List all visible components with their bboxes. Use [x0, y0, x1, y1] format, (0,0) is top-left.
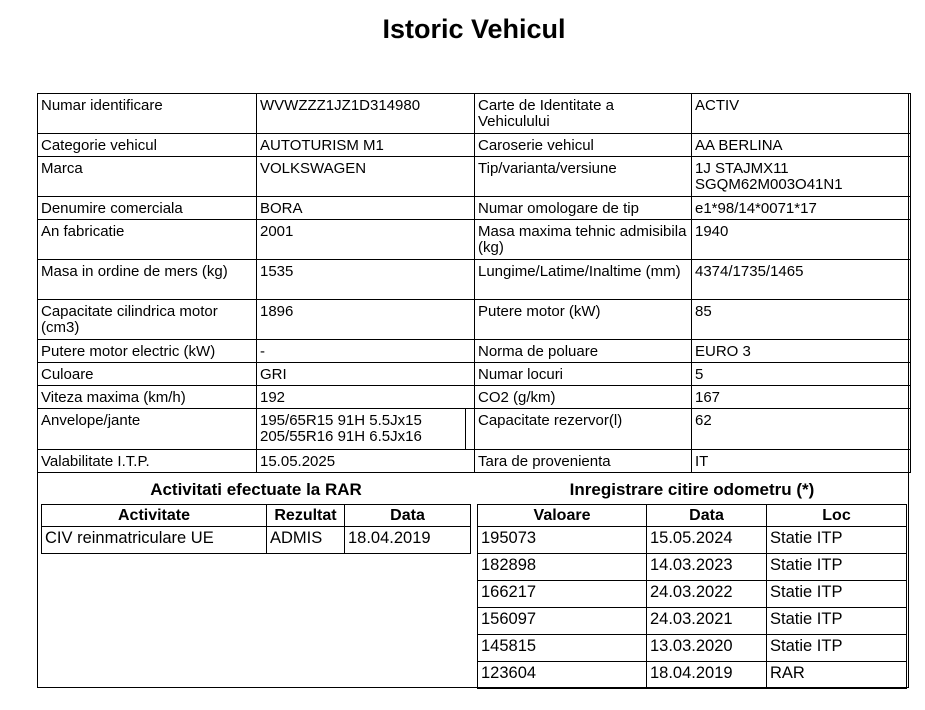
activity-header: Activitate — [41, 504, 267, 527]
page-title: Istoric Vehicul — [382, 14, 566, 44]
field-label-left: Viteza maxima (km/h) — [37, 385, 257, 409]
odometer-header: Data — [646, 504, 767, 527]
field-value-right: 62 — [691, 408, 911, 450]
activities-title: Activitati efectuate la RAR — [150, 480, 362, 499]
field-label-left: Masa in ordine de mers (kg) — [37, 259, 257, 300]
odometer-title: Inregistrare citire odometru (*) — [569, 480, 815, 499]
odometer-cell: Statie ITP — [766, 526, 907, 554]
activity-header: Rezultat — [266, 504, 345, 527]
field-value-right: EURO 3 — [691, 339, 911, 363]
field-value-right: 4374/1735/1465 — [691, 259, 911, 300]
field-label-left: Marca — [37, 156, 257, 197]
odometer-cell: 166217 — [477, 580, 647, 608]
odometer-header: Valoare — [477, 504, 647, 527]
field-value-left: 1535 — [256, 259, 475, 300]
odometer-cell: Statie ITP — [766, 580, 907, 608]
odometer-cell: 14.03.2023 — [646, 553, 767, 581]
field-label-right: Lungime/Latime/Inaltime (mm) — [474, 259, 692, 300]
odometer-cell: 123604 — [477, 661, 647, 689]
field-value-right: 1J STAJMX11 SGQM62M003O41N1 — [691, 156, 911, 197]
odometer-cell: 182898 — [477, 553, 647, 581]
activity-cell: 18.04.2019 — [344, 526, 471, 554]
field-label-left: Culoare — [37, 362, 257, 386]
field-label-right: Norma de poluare — [474, 339, 692, 363]
field-label-left: Numar identificare — [37, 93, 257, 134]
field-value-left: 15.05.2025 — [256, 449, 475, 473]
field-label-left: Capacitate cilindrica motor (cm3) — [37, 299, 257, 340]
odometer-cell: 24.03.2022 — [646, 580, 767, 608]
field-value-left: 1896 — [256, 299, 475, 340]
odometer-cell: Statie ITP — [766, 634, 907, 662]
field-value-right: e1*98/14*0071*17 — [691, 196, 911, 220]
activity-header: Data — [344, 504, 471, 527]
field-label-right: Putere motor (kW) — [474, 299, 692, 340]
field-label-right: Numar omologare de tip — [474, 196, 692, 220]
field-label-right: Tara de provenienta — [474, 449, 692, 473]
odometer-header: Loc — [766, 504, 907, 527]
field-label-right: CO2 (g/km) — [474, 385, 692, 409]
activity-cell: ADMIS — [266, 526, 345, 554]
field-value-right: 167 — [691, 385, 911, 409]
field-value-right: AA BERLINA — [691, 133, 911, 157]
field-value-left: BORA — [256, 196, 475, 220]
odometer-cell: 18.04.2019 — [646, 661, 767, 689]
odometer-cell: 195073 — [477, 526, 647, 554]
odometer-cell: 145815 — [477, 634, 647, 662]
odometer-cell: 13.03.2020 — [646, 634, 767, 662]
odometer-cell: 15.05.2024 — [646, 526, 767, 554]
activity-cell: CIV reinmatriculare UE — [41, 526, 267, 554]
odometer-cell: RAR — [766, 661, 907, 689]
odometer-cell: Statie ITP — [766, 553, 907, 581]
odometer-cell: 24.03.2021 — [646, 607, 767, 635]
field-value-left: 2001 — [256, 219, 475, 260]
field-label-right: Tip/varianta/versiune — [474, 156, 692, 197]
field-value-left: WVWZZZ1JZ1D314980 — [256, 93, 475, 134]
field-label-right: Caroserie vehicul — [474, 133, 692, 157]
field-value-left: GRI — [256, 362, 475, 386]
field-value-right: 1940 — [691, 219, 911, 260]
field-value-left: VOLKSWAGEN — [256, 156, 475, 197]
field-label-right: Carte de Identitate a Vehiculului — [474, 93, 692, 134]
field-label-right: Masa maxima tehnic admisibila (kg) — [474, 219, 692, 260]
field-value-right: 5 — [691, 362, 911, 386]
field-value-right: 85 — [691, 299, 911, 340]
field-label-right: Capacitate rezervor(l) — [474, 408, 692, 450]
field-value-left: 192 — [256, 385, 475, 409]
field-value-right: IT — [691, 449, 911, 473]
field-label-left: Denumire comerciala — [37, 196, 257, 220]
field-label-left: An fabricatie — [37, 219, 257, 260]
field-label-right: Numar locuri — [474, 362, 692, 386]
field-value-left: - — [256, 339, 475, 363]
field-value-right: ACTIV — [691, 93, 911, 134]
field-label-left: Valabilitate I.T.P. — [37, 449, 257, 473]
odometer-cell: 156097 — [477, 607, 647, 635]
field-label-left: Putere motor electric (kW) — [37, 339, 257, 363]
field-label-left: Anvelope/jante — [37, 408, 257, 450]
odometer-cell: Statie ITP — [766, 607, 907, 635]
field-label-left: Categorie vehicul — [37, 133, 257, 157]
field-value-left: 195/65R15 91H 5.5Jx15 205/55R16 91H 6.5Jx16 — [256, 408, 466, 450]
field-value-left: AUTOTURISM M1 — [256, 133, 475, 157]
